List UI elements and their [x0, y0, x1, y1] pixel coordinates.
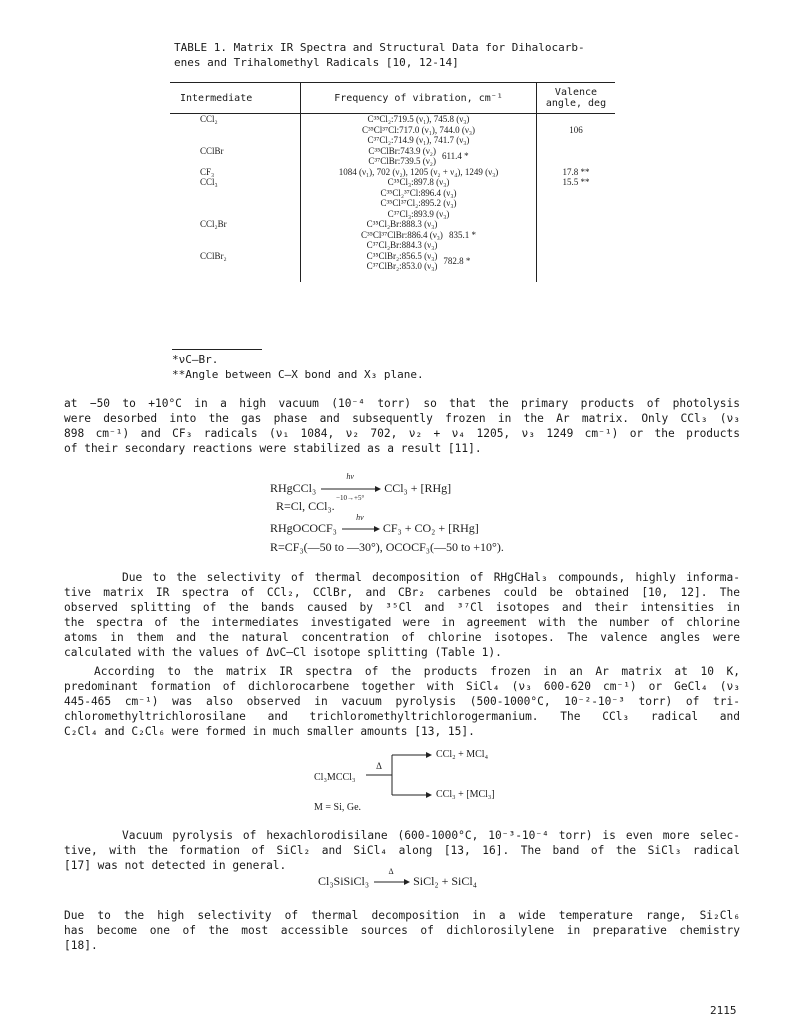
- frequency-value: C³⁵Cl₂³⁷Cl:896.4 (ν₃): [380, 187, 457, 198]
- equation: [270, 513, 479, 537]
- frequency-value: C³⁵Cl³⁷Cl₂:895.2 (ν₃): [380, 198, 457, 208]
- frequency-value: C³⁵ClBr:743.9 (ν₂): [368, 145, 436, 156]
- frequency-value: C³⁷Cl₃:893.9 (ν₃): [387, 208, 450, 219]
- reactant: Cl₃MCCl₃: [314, 772, 356, 783]
- cell-frequency: [301, 167, 537, 178]
- frequency-value: C³⁵ClBr₂:856.5 (ν₃): [366, 250, 438, 261]
- arrow-condition: hν: [346, 472, 354, 482]
- cell-frequency: [301, 251, 537, 282]
- frequency-value: C³⁵Cl₂Br:888.3 (ν₃): [366, 219, 438, 229]
- header-frequency: Frequency of vibration, cm⁻¹: [301, 83, 537, 114]
- reactant: Cl₃SiSiCl₃: [318, 874, 370, 888]
- cell-frequency: [301, 146, 537, 167]
- frequency-value: C³⁵Cl₂:719.5 (ν₁), 745.8 (ν₃): [367, 114, 470, 124]
- cell-frequency: [301, 177, 537, 219]
- text-line: at −50 to +10°C in a high vacuum (10⁻⁴ torr) so that the primary products of photolysis: [64, 397, 740, 410]
- text-line: [17] was not detected in general.: [64, 859, 287, 872]
- text-line: Due to the high selectivity of thermal decomposition in a wide temperature range, Si₂Cl₆: [64, 909, 740, 922]
- paragraph: [64, 664, 740, 739]
- table-row: [170, 167, 615, 178]
- text-line: chloromethyltrichlorosilane and trichloromethyltrichlorogermanium. The CCl₃ radical and: [64, 710, 740, 723]
- arrow-icon: [340, 525, 380, 533]
- text-line: According to the matrix IR spectra of the products frozen in an Ar matrix at 10 K,: [94, 665, 740, 678]
- frequency-value: C³⁷Cl₂Br:884.3 (ν₃): [366, 240, 438, 250]
- table-row: [170, 146, 615, 167]
- text-line: 898 cm⁻¹) and CF₃ radicals (ν₁ 1084, ν₂ 702, ν₂ + ν₄ 1205, ν₃ 1249 cm⁻¹) or the products: [64, 427, 740, 440]
- arrow-condition: −10→+5°: [336, 494, 365, 503]
- reaction-arrow: [319, 472, 381, 503]
- equation: [318, 867, 477, 890]
- text-line: has become one of the most accessible sources of dichlorosilylene in preparative chemistry: [64, 924, 740, 937]
- product: CF₃ + CO₂ + [RHg]: [382, 521, 479, 535]
- reaction-arrow: [340, 513, 380, 537]
- table-row: [170, 251, 615, 282]
- footnotes: [172, 352, 424, 382]
- cell-intermediate: CCl₃: [200, 177, 218, 187]
- table-row: [170, 114, 615, 146]
- text-line: [18].: [64, 939, 98, 952]
- text-line: the spectra of the intermediates investigated were in agreement with the number of chlorine: [64, 616, 740, 629]
- table-row: [170, 219, 615, 251]
- paragraph: [64, 908, 740, 953]
- arrow-condition: Δ: [376, 761, 382, 771]
- cell-angle: [537, 146, 616, 167]
- data-table: [170, 82, 615, 282]
- arrow-condition: Δ: [388, 867, 394, 877]
- table-row: [170, 177, 615, 219]
- frequency-value: C³⁷Cl₂:714.9 (ν₁), 741.7 (ν₃): [367, 135, 470, 145]
- cbr-frequency: 611.4 *: [441, 151, 469, 161]
- cell-angle: 17.8 **: [562, 166, 590, 177]
- paragraph: [64, 396, 740, 456]
- cbr-frequency: 782.8 *: [443, 256, 471, 266]
- text-line: Vacuum pyrolysis of hexachlorodisilane (600-1000°C, 10⁻³-10⁻⁴ torr) is even more selec-: [122, 829, 740, 842]
- frequency-value: C³⁵Cl³⁷ClBr:886.4 (ν₃): [361, 229, 443, 240]
- text-line: calculated with the values of ΔνC–Cl isotope splitting (Table 1).: [64, 646, 502, 659]
- product: CCl₃ + [RHg]: [384, 481, 452, 495]
- cell-angle: [537, 219, 616, 251]
- text-line: were desorbed into the gas phase and subsequently frozen in the Ar matrix. Only CCl₃ (ν₃: [64, 412, 740, 425]
- text-line: C₂Cl₄ and C₂Cl₆ were formed in much smaller amounts [13, 15].: [64, 725, 475, 738]
- product: CCl₃ + [MCl₃]: [436, 789, 495, 800]
- arrow-condition: hν: [356, 513, 364, 523]
- header-angle: Valence angle, deg: [537, 83, 616, 114]
- equation-condition: R=CF₃(—50 to —30°), OCOCF₃(—50 to +10°).: [270, 540, 504, 554]
- page-number: 2115: [710, 1004, 737, 1017]
- frequency-value: C³⁷ClBr₂:853.0 (ν₃): [366, 261, 438, 271]
- frequency-value: C³⁵Cl³⁷Cl:717.0 (ν₁), 744.0 (ν₃): [361, 124, 476, 135]
- cell-angle: [537, 251, 616, 282]
- equation-condition: M = Si, Ge.: [314, 802, 362, 813]
- footnote: **Angle between C–X bond and X₃ plane.: [172, 368, 424, 381]
- cell-intermediate: CClBr₂: [200, 250, 227, 261]
- cell-angle: 15.5 **: [562, 177, 590, 187]
- paragraph: [64, 570, 740, 660]
- equation: [270, 472, 452, 503]
- cell-frequency: [301, 114, 537, 146]
- cell-intermediate: CClBr: [200, 145, 224, 156]
- text-line: 445-465 cm⁻¹) was also observed in vacuum pyrolysis (500-1000°C, 10⁻²-10⁻³ torr) of tri-: [64, 695, 740, 708]
- equation-condition: R=Cl, CCl₃.: [276, 499, 335, 513]
- footnote: *νC–Br.: [172, 353, 219, 366]
- cell-intermediate: CCl₂: [200, 114, 218, 124]
- cell-angle: 106: [569, 124, 583, 135]
- reactant: RHgCCl₃: [270, 481, 317, 495]
- frequency-value: C³⁷ClBr:739.5 (ν₂): [368, 156, 436, 166]
- cell-frequency: [301, 219, 537, 251]
- cell-intermediate: CF₃: [200, 166, 215, 177]
- reactant: RHgOCOCF₃: [270, 521, 337, 535]
- text-line: predominant formation of dichlorocarbene together with SiCl₄ (ν₃ 600-620 cm⁻¹) or GeCl₄ (ν₃: [64, 680, 740, 693]
- reaction-arrow: [372, 867, 410, 890]
- cbr-frequency: 835.1 *: [448, 229, 476, 240]
- text-line: atoms in them and the natural concentration of chlorine isotopes. The valence angles were: [64, 631, 740, 644]
- text-line: observed splitting of the bands caused by ³⁵Cl and ³⁷Cl isotopes and their intensities in: [64, 601, 740, 614]
- table-caption: TABLE 1. Matrix IR Spectra and Structural Data for Dihalocarb- enes and Trihalomethyl Radicals [10, 12-14]: [174, 41, 585, 69]
- frequency-value: C³⁵Cl₃:897.8 (ν₃): [387, 177, 450, 187]
- text-line: tive matrix IR spectra of CCl₂, CClBr, and CBr₂ carbenes could be obtained [10, 12]. The: [64, 586, 740, 599]
- footnote-rule: [172, 349, 262, 350]
- text-line: Due to the selectivity of thermal decomposition of RHgCHal₃ compounds, highly informa-: [122, 571, 740, 584]
- cell-intermediate: CCl₂Br: [200, 219, 227, 229]
- frequency-value: 1084 (ν₁), 702 (ν₂), 1205 (ν₂ + ν₄), 1249 (ν₃): [338, 166, 499, 177]
- text-line: of their secondary reactions were stabilized as a result [11].: [64, 442, 482, 455]
- header-intermediate: Intermediate: [170, 83, 301, 114]
- product: CCl₂ + MCl₄: [436, 749, 489, 760]
- product: SiCl₂ + SiCl₄: [413, 874, 477, 888]
- text-line: tive, with the formation of SiCl₂ and SiCl₄ along [13, 16]. The band of the SiCl₃ radical: [64, 844, 740, 857]
